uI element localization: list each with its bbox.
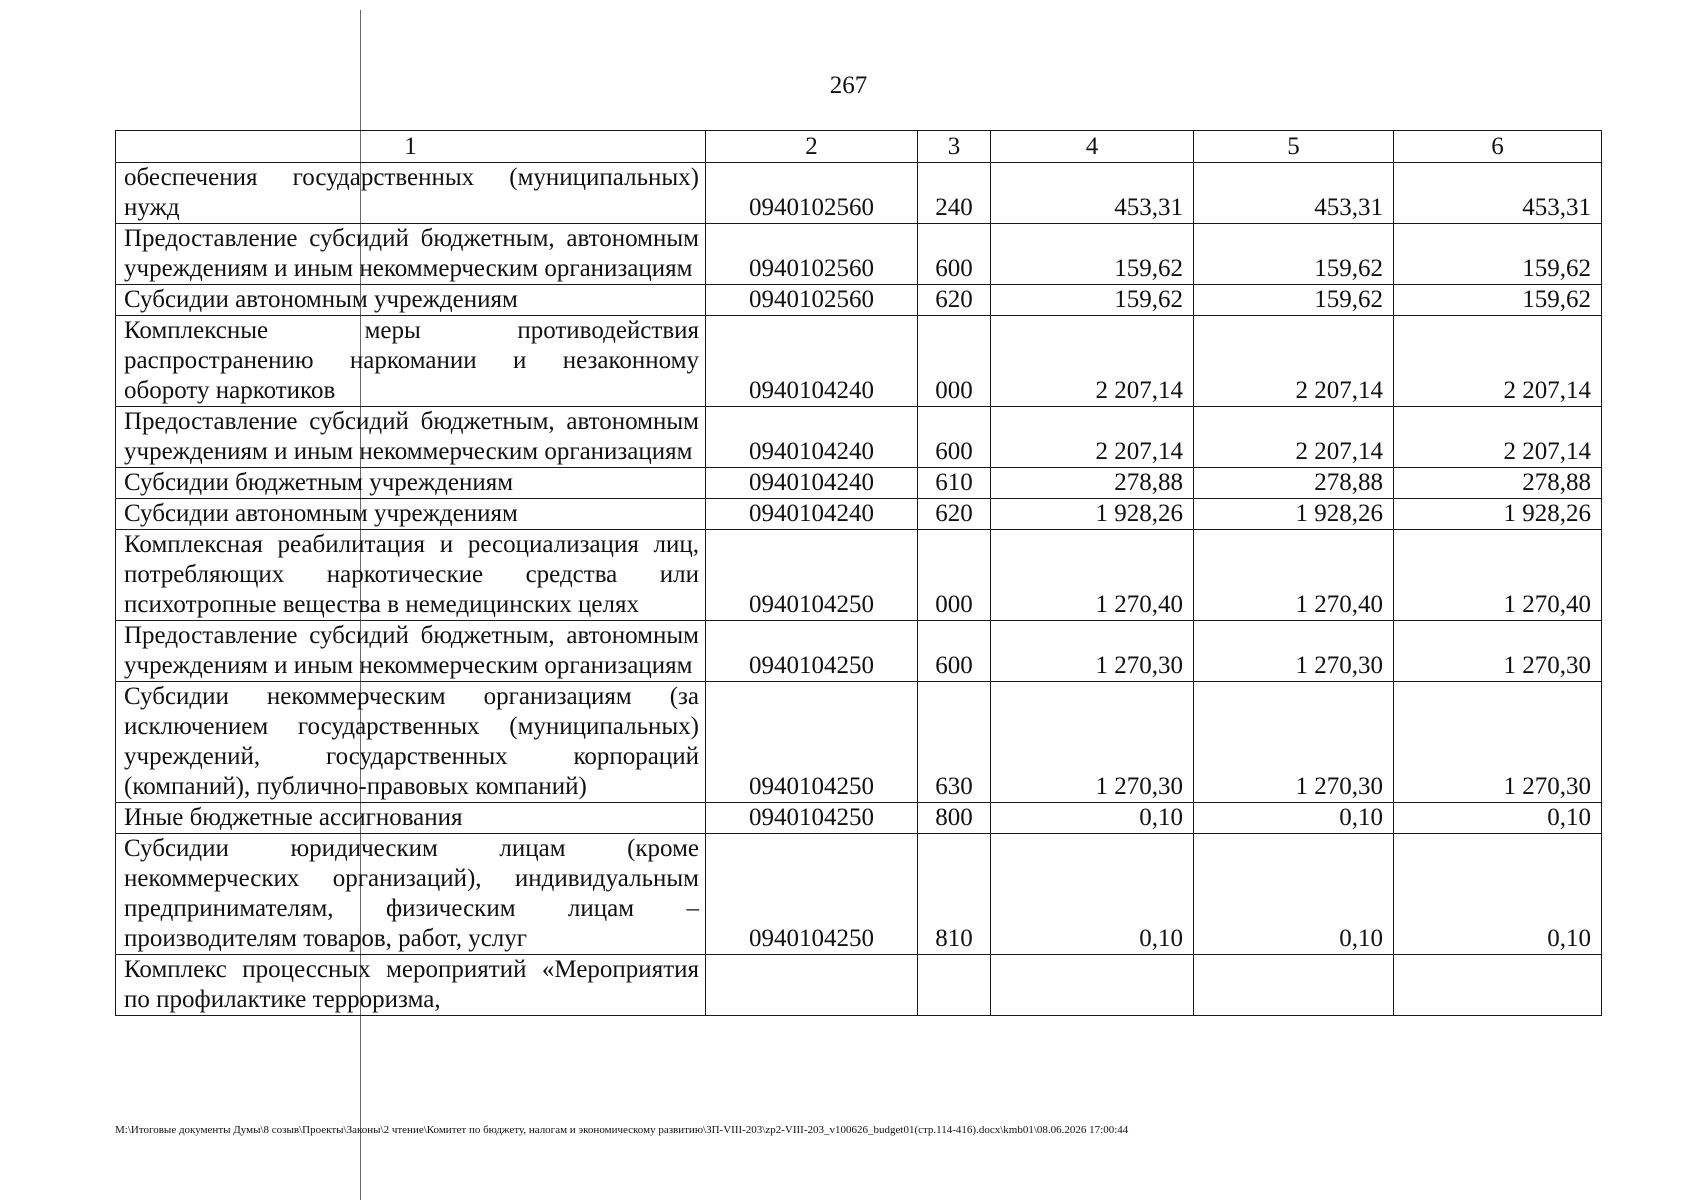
row-name: Субсидии юридическим лицам (кроме некоммерческих организаций), индивидуальным предпринимателям, физическим лицам – производителям товаров, работ, услуг bbox=[116, 834, 706, 955]
row-value-col6 bbox=[1394, 955, 1602, 1016]
table-row bbox=[116, 316, 1602, 407]
row-target-code: 0940104250 bbox=[706, 530, 918, 621]
row-value-col4: 159,62 bbox=[991, 224, 1194, 285]
row-target-code: 0940104250 bbox=[706, 803, 918, 834]
row-target-code: 0940104250 bbox=[706, 834, 918, 955]
table-row bbox=[116, 407, 1602, 468]
table-row bbox=[116, 834, 1602, 955]
row-expense-type: 620 bbox=[918, 285, 991, 316]
row-value-col4: 2 207,14 bbox=[991, 316, 1194, 407]
row-value-col6: 0,10 bbox=[1394, 834, 1602, 955]
row-expense-type: 000 bbox=[918, 530, 991, 621]
row-value-col5: 159,62 bbox=[1194, 285, 1394, 316]
row-name: Комплексная реабилитация и ресоциализация лиц, потребляющих наркотические средства или психотропные вещества в немедицинских целях bbox=[116, 530, 706, 621]
row-value-col6: 159,62 bbox=[1394, 224, 1602, 285]
table-row bbox=[116, 803, 1602, 834]
row-value-col4: 159,62 bbox=[991, 285, 1194, 316]
row-name: Субсидии некоммерческим организациям (за исключением государственных (муниципальных) учреждений, государственных корпораций (компаний), публично-правовых компаний) bbox=[116, 682, 706, 803]
row-value-col4: 0,10 bbox=[991, 803, 1194, 834]
table-header-row bbox=[116, 131, 1602, 163]
row-expense-type bbox=[918, 955, 991, 1016]
header-col-5: 5 bbox=[1194, 131, 1394, 163]
row-value-col4: 1 270,30 bbox=[991, 682, 1194, 803]
row-expense-type: 240 bbox=[918, 163, 991, 224]
row-value-col4: 1 270,40 bbox=[991, 530, 1194, 621]
table-row bbox=[116, 224, 1602, 285]
row-value-col4: 1 270,30 bbox=[991, 621, 1194, 682]
table-row bbox=[116, 530, 1602, 621]
table-row bbox=[116, 163, 1602, 224]
row-value-col5: 1 270,30 bbox=[1194, 621, 1394, 682]
header-col-1: 1 bbox=[116, 131, 706, 163]
row-expense-type: 800 bbox=[918, 803, 991, 834]
row-value-col5: 0,10 bbox=[1194, 803, 1394, 834]
row-target-code: 0940104240 bbox=[706, 407, 918, 468]
row-target-code: 0940104250 bbox=[706, 621, 918, 682]
row-value-col6: 0,10 bbox=[1394, 803, 1602, 834]
row-target-code: 0940104240 bbox=[706, 316, 918, 407]
row-expense-type: 630 bbox=[918, 682, 991, 803]
row-value-col4: 453,31 bbox=[991, 163, 1194, 224]
row-expense-type: 810 bbox=[918, 834, 991, 955]
header-col-6: 6 bbox=[1394, 131, 1602, 163]
header-col-2: 2 bbox=[706, 131, 918, 163]
row-value-col5: 0,10 bbox=[1194, 834, 1394, 955]
row-name: Иные бюджетные ассигнования bbox=[116, 803, 706, 834]
row-name: Предоставление субсидий бюджетным, автономным учреждениям и иным некоммерческим организациям bbox=[116, 407, 706, 468]
row-value-col5: 453,31 bbox=[1194, 163, 1394, 224]
row-value-col5: 1 270,40 bbox=[1194, 530, 1394, 621]
budget-table bbox=[115, 130, 1602, 1016]
row-value-col6: 453,31 bbox=[1394, 163, 1602, 224]
row-name: Субсидии автономным учреждениям bbox=[116, 499, 706, 530]
row-target-code: 0940102560 bbox=[706, 163, 918, 224]
row-value-col6: 159,62 bbox=[1394, 285, 1602, 316]
row-value-col5: 2 207,14 bbox=[1194, 316, 1394, 407]
row-value-col4 bbox=[991, 955, 1194, 1016]
row-target-code bbox=[706, 955, 918, 1016]
row-value-col5: 159,62 bbox=[1194, 224, 1394, 285]
row-value-col6: 1 928,26 bbox=[1394, 499, 1602, 530]
row-target-code: 0940104240 bbox=[706, 499, 918, 530]
table-row bbox=[116, 955, 1602, 1016]
file-path-footer: M:\Итоговые документы Думы\8 созыв\Проекты\Законы\2 чтение\Комитет по бюджету, налогам и экономическому развитию\ЗП-VIII-203\zp2-VIII-203_v100626_budget01(стр.114-416).docx\kmb01\08.06.2026 17:00:44 bbox=[115, 1124, 1129, 1136]
header-col-3: 3 bbox=[918, 131, 991, 163]
table-row bbox=[116, 499, 1602, 530]
row-name: Комплекс процессных мероприятий «Мероприятия по профилактике терроризма, bbox=[116, 955, 706, 1016]
row-value-col4: 0,10 bbox=[991, 834, 1194, 955]
row-name: Предоставление субсидий бюджетным, автономным учреждениям и иным некоммерческим организациям bbox=[116, 621, 706, 682]
row-target-code: 0940102560 bbox=[706, 285, 918, 316]
table-row bbox=[116, 468, 1602, 499]
row-name: Комплексные меры противодействия распространению наркомании и незаконному обороту наркотиков bbox=[116, 316, 706, 407]
header-col-4: 4 bbox=[991, 131, 1194, 163]
table-row bbox=[116, 621, 1602, 682]
row-target-code: 0940104250 bbox=[706, 682, 918, 803]
page-number: 267 bbox=[829, 72, 868, 99]
row-expense-type: 000 bbox=[918, 316, 991, 407]
row-value-col5 bbox=[1194, 955, 1394, 1016]
row-expense-type: 600 bbox=[918, 224, 991, 285]
row-target-code: 0940104240 bbox=[706, 468, 918, 499]
row-expense-type: 600 bbox=[918, 407, 991, 468]
table-row bbox=[116, 682, 1602, 803]
row-expense-type: 620 bbox=[918, 499, 991, 530]
row-value-col5: 1 270,30 bbox=[1194, 682, 1394, 803]
row-value-col5: 278,88 bbox=[1194, 468, 1394, 499]
row-name: Предоставление субсидий бюджетным, автономным учреждениям и иным некоммерческим организациям bbox=[116, 224, 706, 285]
row-name: обеспечения государственных (муниципальных) нужд bbox=[116, 163, 706, 224]
table-row bbox=[116, 285, 1602, 316]
row-value-col6: 1 270,30 bbox=[1394, 682, 1602, 803]
row-value-col5: 2 207,14 bbox=[1194, 407, 1394, 468]
row-value-col5: 1 928,26 bbox=[1194, 499, 1394, 530]
row-name: Субсидии бюджетным учреждениям bbox=[116, 468, 706, 499]
row-expense-type: 610 bbox=[918, 468, 991, 499]
row-value-col4: 2 207,14 bbox=[991, 407, 1194, 468]
row-value-col6: 1 270,30 bbox=[1394, 621, 1602, 682]
row-value-col6: 2 207,14 bbox=[1394, 316, 1602, 407]
row-value-col6: 2 207,14 bbox=[1394, 407, 1602, 468]
row-target-code: 0940102560 bbox=[706, 224, 918, 285]
row-value-col6: 1 270,40 bbox=[1394, 530, 1602, 621]
row-expense-type: 600 bbox=[918, 621, 991, 682]
row-value-col6: 278,88 bbox=[1394, 468, 1602, 499]
row-value-col4: 278,88 bbox=[991, 468, 1194, 499]
row-value-col4: 1 928,26 bbox=[991, 499, 1194, 530]
row-name: Субсидии автономным учреждениям bbox=[116, 285, 706, 316]
